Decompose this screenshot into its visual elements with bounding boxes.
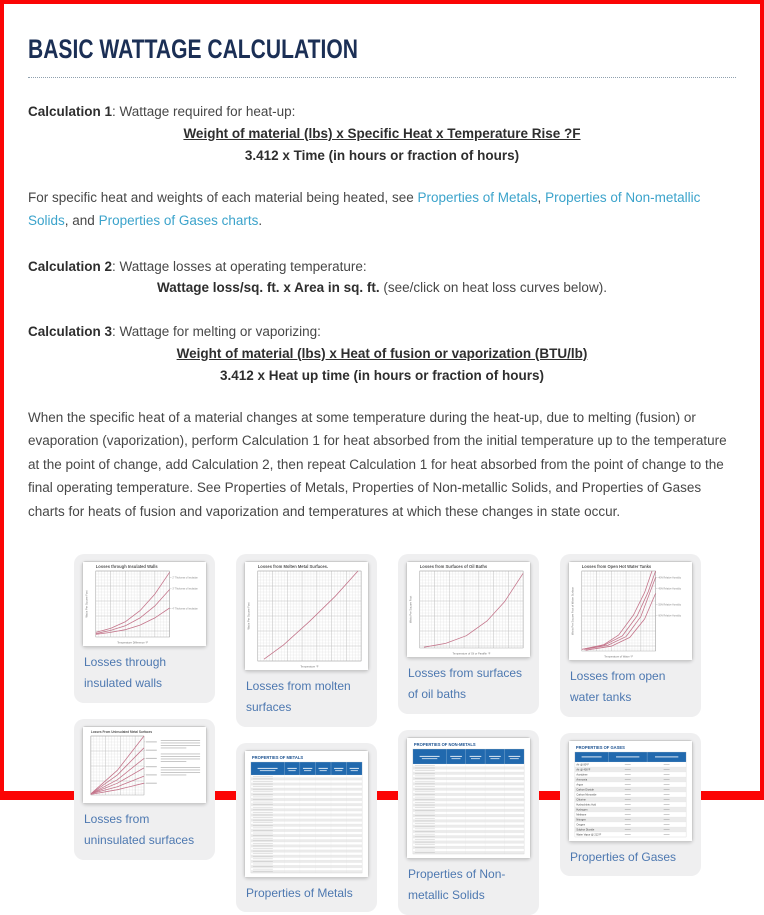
intro-text-2: , (537, 189, 546, 205)
properties-non-metallic-solids-thumbnail[interactable] (406, 737, 531, 859)
svg-text:Methane: Methane (576, 813, 587, 817)
svg-text:Carbon Dioxide: Carbon Dioxide (576, 788, 594, 792)
tile-losses-open-water-tanks (560, 554, 701, 717)
svg-text:Losses from Surfaces of Oil Ba: Losses from Surfaces of Oil Baths (419, 563, 488, 569)
properties-of-non-metallic-solids-link[interactable]: Properties of Non-metallic Solids (28, 189, 701, 229)
svg-text:Water Vapor @ 212°F: Water Vapor @ 212°F (576, 833, 602, 837)
calculation-2-intro (28, 257, 736, 277)
svg-text:3" Thickness of Insulation: 3" Thickness of Insulation (172, 588, 198, 591)
calculation-3-denominator: 3.412 x Heat up time (in hours or fraction of hours) (219, 367, 545, 383)
calculation-3-label: Calculation 3 (28, 324, 113, 340)
divider (28, 77, 736, 78)
intro-text-4: . (258, 213, 263, 229)
losses-open-water-tanks-link[interactable]: Losses from open water tanks (570, 668, 666, 705)
losses-uninsulated-surfaces-link[interactable]: Losses from uninsulated surfaces (84, 811, 195, 848)
properties-of-metals-thumbnail[interactable] (244, 750, 369, 878)
tile-losses-oil-baths (398, 554, 539, 714)
svg-text:Oxygen: Oxygen (576, 823, 586, 827)
svg-text:Argon: Argon (576, 783, 584, 787)
losses-oil-baths-link[interactable]: Losses from surfaces of oil baths (408, 665, 523, 702)
properties-non-metallic-solids-caption-link[interactable]: Properties of Non-metallic Solids (408, 866, 506, 903)
svg-text:2" Thickness of Insulation: 2" Thickness of Insulation (172, 577, 198, 580)
properties-of-metals-caption-link[interactable]: Properties of Metals (246, 885, 353, 900)
svg-text:Chlorine: Chlorine (576, 798, 586, 802)
svg-text:Watts Per Square Foot: Watts Per Square Foot (247, 602, 251, 630)
grid-column-3 (398, 554, 539, 915)
losses-open-water-tanks-thumbnail[interactable] (568, 561, 693, 661)
grid-column-4 (560, 554, 701, 915)
properties-of-gases-thumbnail[interactable] (568, 740, 693, 842)
svg-text:4" Thickness of Insulation: 4" Thickness of Insulation (172, 608, 198, 611)
tile-losses-insulated-walls (74, 554, 215, 703)
calculation-2-text: : Wattage losses at operating temperature: (112, 258, 367, 274)
intro-text-3: , and (64, 213, 99, 229)
calculation-2-label: Calculation 2 (28, 258, 113, 274)
svg-text:Temperature °F: Temperature °F (300, 665, 319, 669)
svg-text:PROPERTIES OF GASES: PROPERTIES OF GASES (575, 744, 625, 750)
svg-text:Watts Per Square Foot: Watts Per Square Foot (409, 595, 413, 623)
calculation-1-denominator: 3.412 x Time (in hours or fraction of hours) (244, 147, 520, 163)
calculation-1-block (28, 102, 736, 165)
calculation-3-numerator: Weight of material (lbs) x Heat of fusion or vaporization (BTU/lb) (176, 345, 588, 361)
page-content (4, 4, 760, 915)
tile-properties-non-metallic-solids (398, 730, 539, 915)
intro-text-1: For specific heat and weights of each material being heated, see (28, 189, 418, 205)
svg-text:Air @ 400°F: Air @ 400°F (576, 768, 591, 772)
svg-text:60% Relative Humidity: 60% Relative Humidity (658, 615, 681, 618)
svg-text:Air @ 80°F: Air @ 80°F (576, 763, 589, 767)
calculation-1-text: : Wattage required for heat-up: (112, 104, 296, 120)
svg-text:PROPERTIES OF METALS: PROPERTIES OF METALS (251, 754, 304, 760)
tile-properties-of-gases (560, 733, 701, 877)
calculation-3-text: : Wattage for melting or vaporizing: (112, 324, 321, 340)
svg-text:Temperature of Water °F: Temperature of Water °F (604, 655, 634, 659)
calculation-1-intro (28, 102, 736, 122)
svg-text:Hydrogen: Hydrogen (576, 808, 588, 812)
svg-text:Watts Per Square Foot of Water: Watts Per Square Foot of Water Surface (571, 586, 575, 635)
grid-column-1 (74, 554, 215, 915)
svg-text:Temperature of Oil or Paraffin: Temperature of Oil or Paraffin °F (452, 652, 491, 656)
svg-text:Losses From Uninsulated Metal: Losses From Uninsulated Metal Surfaces (90, 729, 153, 734)
properties-of-gases-link[interactable]: Properties of Gases charts (98, 213, 259, 229)
calculation-3-intro (28, 322, 736, 342)
note-paragraph: When the specific heat of a material changes at some temperature during the heat-up, due to melting (fusion) or evaporation (vaporization), perform Calculation 1 for heat absorbed from the initial temperature up to the temperature at the point of change, add Calculation 2, then repeat Calculation 1 for heat absorbed from the point of change to the final operating temperature. See Properties of Metals, Properties of Non-metallic Solids, and Properties of Gases charts for heats of fusion and vaporization and temperatures at which these changes in state occur. (28, 409, 727, 520)
svg-text:55% Relative Humidity: 55% Relative Humidity (658, 604, 681, 607)
losses-molten-surfaces-thumbnail[interactable] (244, 561, 369, 671)
tile-losses-molten-surfaces (236, 554, 377, 727)
tile-losses-uninsulated-surfaces (74, 719, 215, 860)
svg-text:Losses from Molten Metal Surfa: Losses from Molten Metal Surfaces. (257, 563, 329, 569)
svg-text:45% Relative Humidity: 45% Relative Humidity (658, 588, 681, 591)
tile-properties-of-metals (236, 743, 377, 913)
calculation-2-formula: Wattage loss/sq. ft. x Area in sq. ft. (see/click on heat loss curves below). (157, 280, 607, 296)
page-title: BASIC WATTAGE CALCULATION (28, 34, 358, 64)
svg-text:Sulphur Dioxide: Sulphur Dioxide (576, 828, 595, 832)
svg-text:Carbon Monoxide: Carbon Monoxide (576, 793, 597, 797)
svg-text:Nitrogen: Nitrogen (576, 818, 586, 822)
losses-oil-baths-thumbnail[interactable] (406, 561, 531, 658)
losses-insulated-walls-link[interactable]: Losses through insulated walls (84, 654, 167, 691)
grid-column-2 (236, 554, 377, 915)
calculation-2-block (28, 257, 736, 298)
svg-text:Acetylene: Acetylene (576, 773, 588, 777)
svg-text:Losses through Insulated Walls: Losses through Insulated Walls (95, 563, 158, 569)
losses-uninsulated-surfaces-thumbnail[interactable] (82, 726, 207, 804)
svg-text:40% Relative Humidity: 40% Relative Humidity (658, 576, 681, 580)
intro-paragraph (28, 186, 736, 233)
calculation-3-block (28, 322, 736, 385)
chart-grid (74, 554, 736, 915)
svg-text:Temperature Difference °F: Temperature Difference °F (117, 641, 149, 645)
properties-of-metals-link[interactable]: Properties of Metals (417, 189, 538, 205)
svg-text:Watts Per Square Foot: Watts Per Square Foot (85, 590, 89, 618)
svg-text:Hydrochloric Acid: Hydrochloric Acid (576, 803, 597, 807)
calculation-1-label: Calculation 1 (28, 104, 113, 120)
svg-text:PROPERTIES OF NON-METALS: PROPERTIES OF NON-METALS (413, 741, 476, 747)
calculation-1-numerator: Weight of material (lbs) x Specific Heat x Temperature Rise ?F (183, 125, 581, 141)
svg-text:Losses from Open Hot Water Tan: Losses from Open Hot Water Tanks (581, 563, 652, 569)
svg-text:Ammonia: Ammonia (576, 778, 588, 782)
properties-of-gases-caption-link[interactable]: Properties of Gases (570, 849, 677, 864)
losses-molten-surfaces-link[interactable]: Losses from molten surfaces (246, 678, 351, 715)
losses-insulated-walls-thumbnail[interactable] (82, 561, 207, 647)
